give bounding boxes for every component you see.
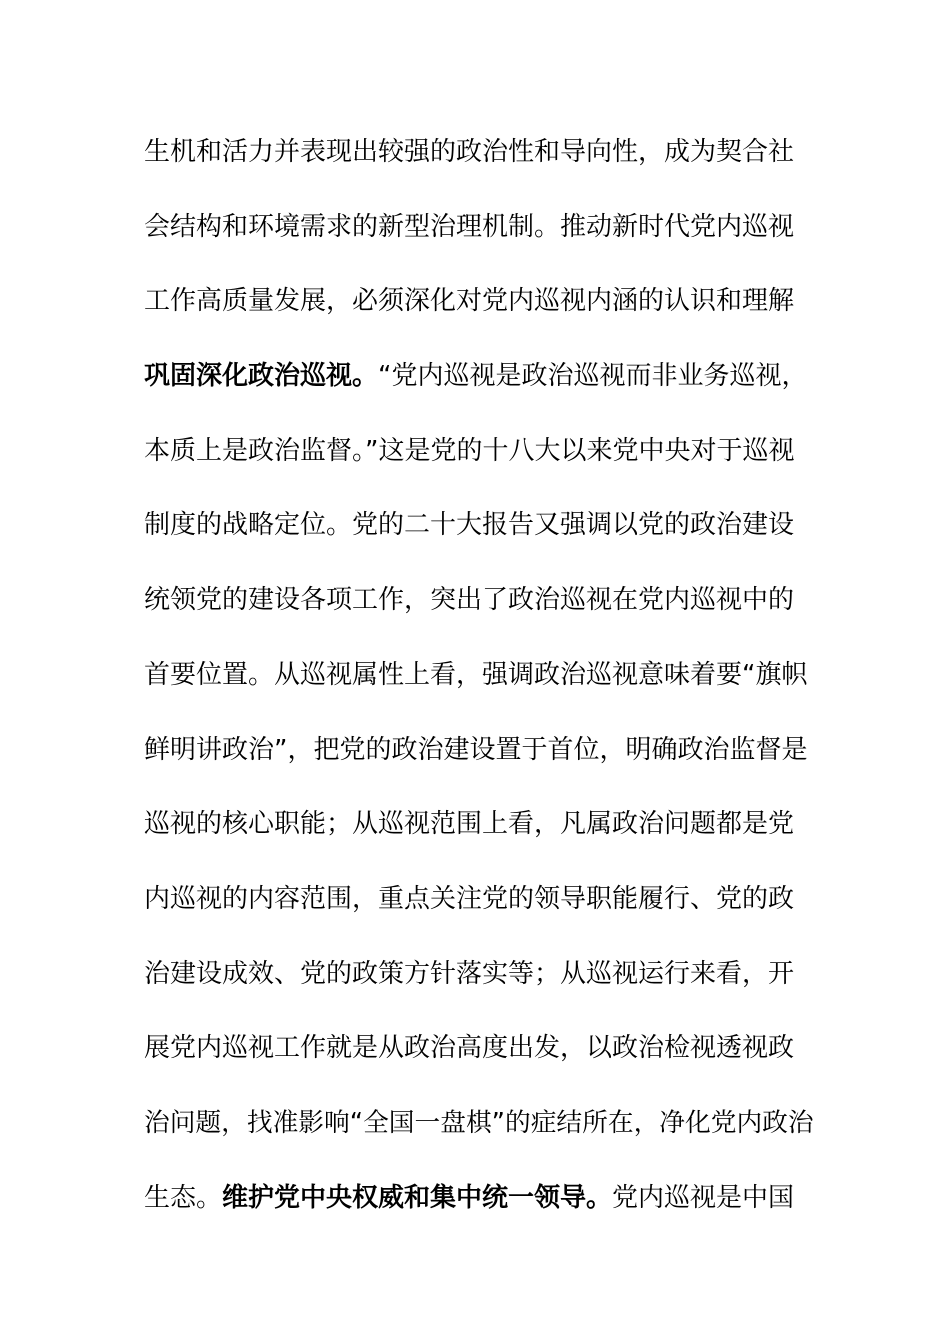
text-line-6 <box>144 501 814 576</box>
text-line-11 <box>144 875 814 950</box>
text-segment: 制度的战略定位。党的二十大报告又强调以党的政治建设 <box>144 510 795 541</box>
text-line-14 <box>144 1099 814 1174</box>
text-line-3 <box>144 277 814 352</box>
text-segment: 鲜明讲政治”，把党的政治建设置于首位，明确政治监督是 <box>144 734 808 765</box>
text-line-8 <box>144 651 814 726</box>
text-segment: 展党内巡视工作就是从政治高度出发，以政治检视透视政 <box>144 1033 795 1064</box>
text-segment: 治问题，找准影响“全国一盘棋”的症结所在，净化党内政治 <box>144 1107 814 1138</box>
text-line-13 <box>144 1024 814 1099</box>
text-line-15 <box>144 1174 814 1249</box>
text-line-9 <box>144 726 814 801</box>
text-segment: 内巡视的内容范围，重点关注党的领导职能履行、党的政 <box>144 883 795 914</box>
text-line-5 <box>144 427 814 502</box>
text-segment: 会结构和环境需求的新型治理机制。推动新时代党内巡视 <box>144 211 795 242</box>
section-heading-central-authority: 维护党中央权威和集中统一领导。 <box>222 1182 613 1213</box>
text-segment: 生机和活力并表现出较强的政治性和导向性，成为契合社 <box>144 137 795 167</box>
text-segment: 本质上是政治监督。”这是党的十八大以来党中央对于巡视 <box>144 435 795 466</box>
text-segment: 首要位置。从巡视属性上看，强调政治巡视意味着要“旗帜 <box>144 659 808 690</box>
text-segment: “党内巡视是政治巡视而非业务巡视， <box>378 361 808 392</box>
text-segment: 生态。 <box>144 1182 223 1213</box>
body-text <box>144 128 814 1248</box>
text-line-12 <box>144 950 814 1025</box>
text-segment: 治建设成效、党的政策方针落实等；从巡视运行来看，开 <box>144 958 795 989</box>
text-line-7 <box>144 576 814 651</box>
text-segment: 巡视的核心职能；从巡视范围上看，凡属政治问题都是党 <box>144 809 795 840</box>
text-line-1 <box>144 128 814 203</box>
section-heading-political-inspection: 巩固深化政治巡视。 <box>144 361 379 392</box>
text-segment: 工作高质量发展，必须深化对党内巡视内涵的认识和理解 <box>144 286 795 317</box>
text-segment: 党内巡视是中国 <box>612 1182 795 1213</box>
text-segment: 统领党的建设各项工作，突出了政治巡视在党内巡视中的 <box>144 585 795 616</box>
text-line-4 <box>144 352 814 427</box>
text-line-10 <box>144 800 814 875</box>
text-line-2 <box>144 203 814 278</box>
